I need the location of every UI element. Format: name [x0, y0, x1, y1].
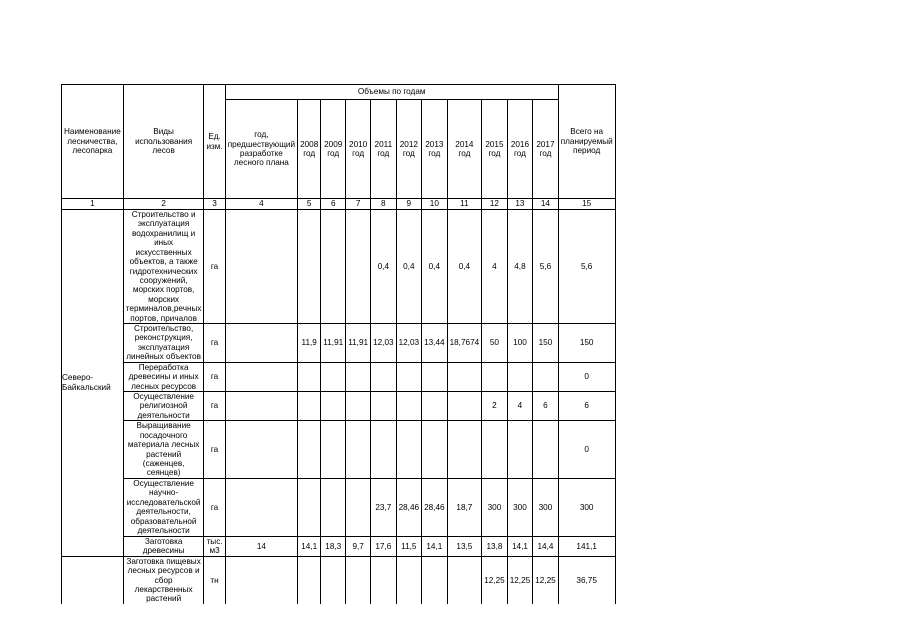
previous-year-cell [225, 556, 297, 604]
unit-cell: тн [204, 556, 225, 604]
value-cell [482, 362, 508, 391]
value-cell: 5,6 [533, 210, 559, 324]
column-number: 3 [204, 199, 225, 210]
unit-cell: га [204, 362, 225, 391]
usage-type-cell: Осуществление научно-исследовательской деятельности, образовательной деятельности [123, 478, 204, 536]
header-volumes-by-year: Объемы по годам [225, 85, 558, 100]
value-cell [371, 392, 397, 421]
value-cell [321, 421, 346, 479]
value-cell: 17,6 [371, 536, 397, 556]
value-cell [396, 556, 422, 604]
value-cell: 4 [507, 392, 533, 421]
usage-type-cell: Выращивание посадочного материала лесных растений (саженцев, сеянцев) [123, 421, 204, 479]
value-cell: 12,25 [482, 556, 508, 604]
value-cell [422, 421, 448, 479]
value-cell [371, 556, 397, 604]
table-row [62, 478, 616, 536]
value-cell: 18,7 [447, 478, 482, 536]
value-cell [346, 362, 371, 391]
header-unit: Ед. изм. [204, 85, 225, 199]
value-cell [507, 421, 533, 479]
value-cell: 300 [482, 478, 508, 536]
usage-type-cell: Заготовка пищевых лесных ресурсов и сбор лекарственных растений [123, 556, 204, 604]
value-cell [346, 478, 371, 536]
header-row-1 [62, 85, 616, 100]
value-cell: 18,7674 [447, 324, 482, 363]
total-cell: 150 [558, 324, 615, 363]
column-number: 9 [396, 199, 422, 210]
total-cell: 0 [558, 362, 615, 391]
value-cell: 12,25 [533, 556, 559, 604]
value-cell [321, 210, 346, 324]
value-cell: 28,46 [396, 478, 422, 536]
value-cell [396, 362, 422, 391]
value-cell: 11,91 [321, 324, 346, 363]
value-cell: 11,5 [396, 536, 422, 556]
unit-cell: га [204, 421, 225, 479]
value-cell [447, 362, 482, 391]
column-number: 8 [371, 199, 397, 210]
value-cell [298, 556, 321, 604]
value-cell: 9,7 [346, 536, 371, 556]
value-cell [346, 421, 371, 479]
column-number: 14 [533, 199, 559, 210]
value-cell: 2 [482, 392, 508, 421]
value-cell [321, 478, 346, 536]
previous-year-cell: 14 [225, 536, 297, 556]
value-cell [321, 556, 346, 604]
column-number: 7 [346, 199, 371, 210]
total-cell: 5,6 [558, 210, 615, 324]
value-cell: 0,4 [422, 210, 448, 324]
header-year: 2009 год [321, 100, 346, 199]
unit-cell: га [204, 210, 225, 324]
forest-use-table [61, 84, 616, 604]
header-year: 2015 год [482, 100, 508, 199]
header-year: 2013 год [422, 100, 448, 199]
value-cell [482, 421, 508, 479]
total-cell: 36,75 [558, 556, 615, 604]
column-number: 10 [422, 199, 448, 210]
value-cell: 12,25 [507, 556, 533, 604]
value-cell: 0,4 [396, 210, 422, 324]
value-cell [346, 392, 371, 421]
value-cell: 14,4 [533, 536, 559, 556]
value-cell: 14,1 [507, 536, 533, 556]
value-cell [507, 362, 533, 391]
value-cell [298, 478, 321, 536]
value-cell: 13,8 [482, 536, 508, 556]
value-cell [298, 421, 321, 479]
value-cell [533, 421, 559, 479]
forestry-name: Северо-Байкальский [62, 210, 124, 557]
value-cell [321, 362, 346, 391]
table-row [62, 324, 616, 363]
usage-type-cell: Заготовка древесины [123, 536, 204, 556]
value-cell: 0,4 [371, 210, 397, 324]
unit-cell: га [204, 478, 225, 536]
column-number-row [62, 199, 616, 210]
header-forestry: Наименование лесничества, лесопарка [62, 85, 124, 199]
column-number: 6 [321, 199, 346, 210]
previous-year-cell [225, 210, 297, 324]
value-cell: 6 [533, 392, 559, 421]
value-cell: 12,03 [371, 324, 397, 363]
total-cell: 6 [558, 392, 615, 421]
value-cell: 13,44 [422, 324, 448, 363]
value-cell [422, 556, 448, 604]
unit-cell: га [204, 392, 225, 421]
value-cell [346, 210, 371, 324]
header-year: 2010 год [346, 100, 371, 199]
column-number: 1 [62, 199, 124, 210]
value-cell: 100 [507, 324, 533, 363]
value-cell: 4,8 [507, 210, 533, 324]
usage-type-cell: Строительство и эксплуатация водохранилищ и иных искусственных объектов, а также гидротехнических сооружений, морских портов, морских терминалов,речных портов, причалов [123, 210, 204, 324]
value-cell: 28,46 [422, 478, 448, 536]
value-cell: 14,1 [298, 536, 321, 556]
table-row [62, 210, 616, 324]
value-cell: 12,03 [396, 324, 422, 363]
value-cell: 150 [533, 324, 559, 363]
column-number: 2 [123, 199, 204, 210]
value-cell [371, 362, 397, 391]
usage-type-cell: Переработка древесины и иных лесных ресурсов [123, 362, 204, 391]
forestry-cell-empty [62, 556, 124, 604]
value-cell [447, 556, 482, 604]
value-cell: 14,1 [422, 536, 448, 556]
total-cell: 0 [558, 421, 615, 479]
value-cell: 300 [533, 478, 559, 536]
table-row [62, 362, 616, 391]
value-cell: 50 [482, 324, 508, 363]
value-cell: 18,3 [321, 536, 346, 556]
column-number: 11 [447, 199, 482, 210]
column-number: 13 [507, 199, 533, 210]
value-cell [371, 421, 397, 479]
header-previous-year: год, предшествующий разработке лесного плана [225, 100, 297, 199]
unit-cell: га [204, 324, 225, 363]
previous-year-cell [225, 392, 297, 421]
value-cell: 0,4 [447, 210, 482, 324]
value-cell: 11,91 [346, 324, 371, 363]
value-cell [447, 421, 482, 479]
previous-year-cell [225, 324, 297, 363]
previous-year-cell [225, 362, 297, 391]
value-cell [422, 392, 448, 421]
value-cell [298, 392, 321, 421]
header-year: 2012 год [396, 100, 422, 199]
unit-cell: тыс. м3 [204, 536, 225, 556]
value-cell [447, 392, 482, 421]
value-cell [396, 392, 422, 421]
value-cell: 23,7 [371, 478, 397, 536]
column-number: 15 [558, 199, 615, 210]
usage-type-cell: Строительство, реконструкция, эксплуатация линейных объектов [123, 324, 204, 363]
table-row [62, 536, 616, 556]
header-year: 2016 год [507, 100, 533, 199]
value-cell [533, 362, 559, 391]
header-usage-type: Виды использования лесов [123, 85, 204, 199]
value-cell [422, 362, 448, 391]
total-cell: 300 [558, 478, 615, 536]
previous-year-cell [225, 478, 297, 536]
value-cell [346, 556, 371, 604]
column-number: 4 [225, 199, 297, 210]
total-cell: 141,1 [558, 536, 615, 556]
usage-type-cell: Осуществление религиозной деятельности [123, 392, 204, 421]
header-year: 2008 год [298, 100, 321, 199]
value-cell [321, 392, 346, 421]
column-number: 12 [482, 199, 508, 210]
header-year: 2017 год [533, 100, 559, 199]
value-cell: 4 [482, 210, 508, 324]
table-row [62, 392, 616, 421]
value-cell: 13,5 [447, 536, 482, 556]
previous-year-cell [225, 421, 297, 479]
value-cell [396, 421, 422, 479]
header-total: Всего на планируемый период [558, 85, 615, 199]
header-year: 2011 год [371, 100, 397, 199]
value-cell [298, 362, 321, 391]
table-row [62, 556, 616, 604]
value-cell: 300 [507, 478, 533, 536]
column-number: 5 [298, 199, 321, 210]
value-cell [298, 210, 321, 324]
table-row [62, 421, 616, 479]
header-year: 2014 год [447, 100, 482, 199]
value-cell: 11,9 [298, 324, 321, 363]
